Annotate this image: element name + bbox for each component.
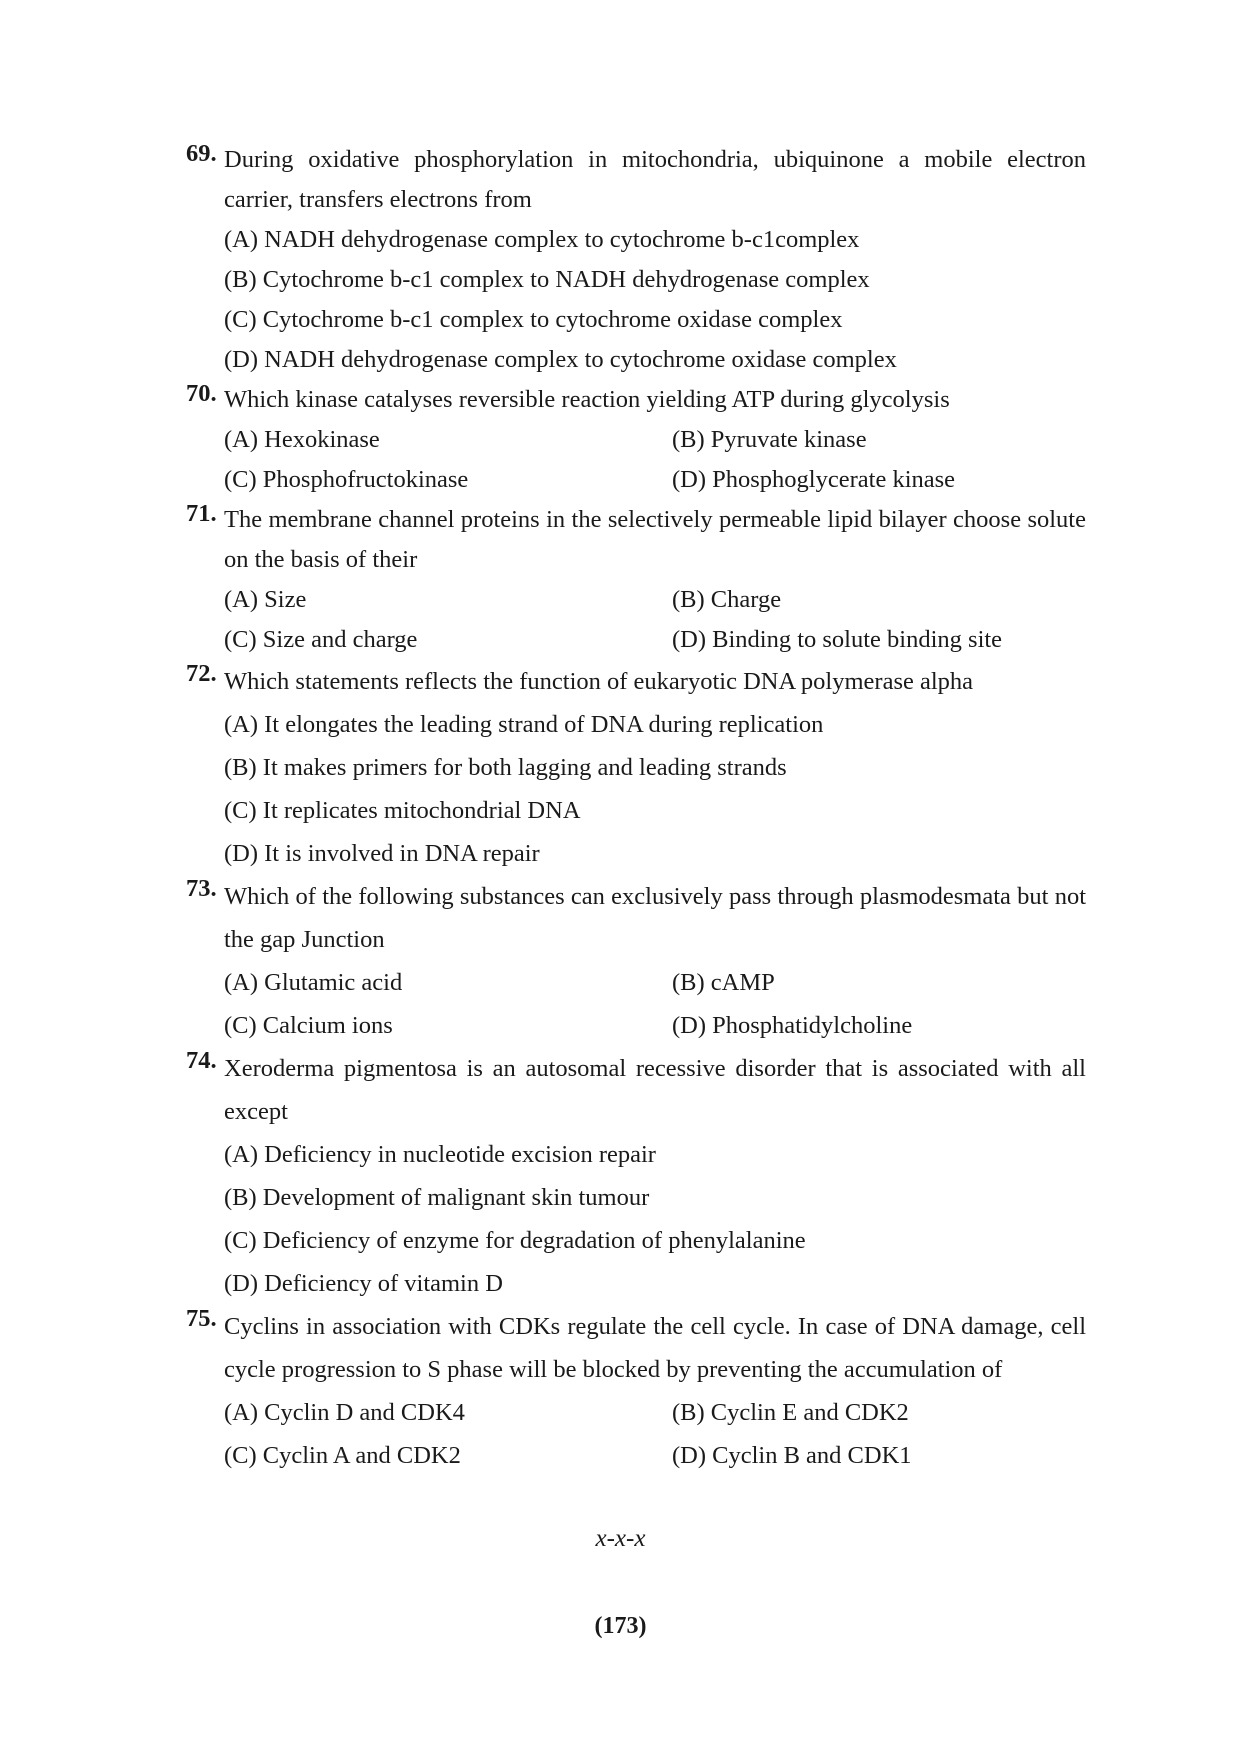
- question-number: 72.: [186, 660, 217, 687]
- option-list: [224, 220, 1086, 380]
- option-d: (D) Cyclin B and CDK1: [672, 1442, 912, 1469]
- end-of-section-mark: x-x-x: [595, 1525, 646, 1552]
- option-a: (A) Deficiency in nucleotide excision repair: [224, 1141, 656, 1168]
- question-75: [186, 1305, 1086, 1477]
- question-text: The membrane channel proteins in the selectively permeable lipid bilayer choose solute on the basis of their: [224, 506, 1086, 573]
- question-text: During oxidative phosphorylation in mitochondria, ubiquinone a mobile electron carrier, transfers electrons from: [224, 146, 1086, 213]
- option-c: (C) Deficiency of enzyme for degradation of phenylalanine: [224, 1227, 806, 1254]
- option-c: (C) Calcium ions: [224, 1012, 393, 1039]
- option-d: (D) Phosphoglycerate kinase: [672, 466, 956, 493]
- option-list: [224, 1391, 1086, 1477]
- option-list: [224, 1133, 1086, 1305]
- question-number: 73.: [186, 875, 217, 902]
- option-a: (A) It elongates the leading strand of DNA during replication: [224, 711, 824, 738]
- option-list: [224, 703, 1086, 875]
- question-74: [186, 1047, 1086, 1305]
- question-text: Xeroderma pigmentosa is an autosomal recessive disorder that is associated with all except: [224, 1055, 1086, 1125]
- question-text: Which statements reflects the function of eukaryotic DNA polymerase alpha: [224, 668, 974, 695]
- question-number: 71.: [186, 500, 217, 527]
- option-c: (C) Cyclin A and CDK2: [224, 1442, 461, 1469]
- option-c: (C) It replicates mitochondrial DNA: [224, 797, 581, 824]
- option-a: (A) Glutamic acid: [224, 969, 403, 996]
- option-d: (D) Binding to solute binding site: [672, 626, 1003, 653]
- option-a: (A) Hexokinase: [224, 426, 380, 453]
- option-b: (B) Charge: [672, 586, 782, 613]
- question-text: Which of the following substances can exclusively pass through plasmodesmata but not the gap Junction: [224, 883, 1086, 953]
- question-list: [186, 140, 1086, 1477]
- question-number: 70.: [186, 380, 217, 407]
- question-text: Which kinase catalyses reversible reaction yielding ATP during glycolysis: [224, 386, 950, 413]
- option-d: (D) NADH dehydrogenase complex to cytochrome oxidase complex: [224, 346, 897, 373]
- question-number: 75.: [186, 1305, 217, 1332]
- option-list: [224, 580, 1086, 660]
- question-73: [186, 875, 1086, 1047]
- question-number: 69.: [186, 140, 217, 167]
- option-list: [224, 961, 1086, 1047]
- option-a: (A) NADH dehydrogenase complex to cytochrome b-c1complex: [224, 226, 860, 253]
- option-c: (C) Cytochrome b-c1 complex to cytochrome oxidase complex: [224, 306, 843, 333]
- option-c: (C) Phosphofructokinase: [224, 466, 469, 493]
- question-71: [186, 500, 1086, 660]
- option-b: (B) Development of malignant skin tumour: [224, 1184, 650, 1211]
- option-a: (A) Size: [224, 586, 307, 613]
- option-c: (C) Size and charge: [224, 626, 418, 653]
- question-69: [186, 140, 1086, 380]
- question-number: 74.: [186, 1047, 217, 1074]
- question-70: [186, 380, 1086, 500]
- question-72: [186, 660, 1086, 875]
- option-d: (D) Phosphatidylcholine: [672, 1012, 913, 1039]
- question-text: Cyclins in association with CDKs regulate the cell cycle. In case of DNA damage, cell cycle progression to S phase will be blocked by preventing the accumulation of: [224, 1313, 1086, 1383]
- option-b: (B) Pyruvate kinase: [672, 426, 867, 453]
- option-d: (D) Deficiency of vitamin D: [224, 1270, 503, 1297]
- page-number: (173): [594, 1613, 647, 1639]
- option-b: (B) Cyclin E and CDK2: [672, 1399, 909, 1426]
- option-a: (A) Cyclin D and CDK4: [224, 1399, 465, 1426]
- option-b: (B) Cytochrome b-c1 complex to NADH dehydrogenase complex: [224, 266, 870, 293]
- option-b: (B) cAMP: [672, 969, 775, 996]
- option-list: [224, 420, 1086, 500]
- option-d: (D) It is involved in DNA repair: [224, 840, 540, 867]
- option-b: (B) It makes primers for both lagging and leading strands: [224, 754, 787, 781]
